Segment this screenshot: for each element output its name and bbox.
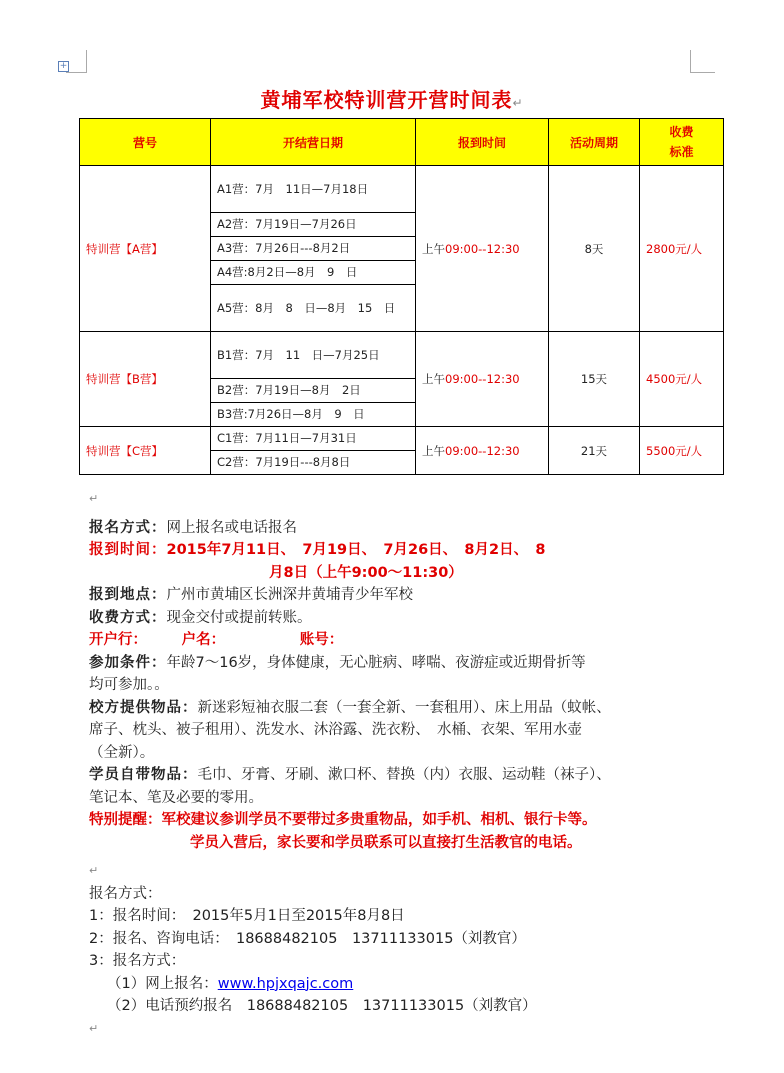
self-items-line2 <box>89 787 699 810</box>
signup-online-line <box>89 973 709 996</box>
fee-c: 5500元/人 <box>640 427 724 475</box>
period-c: 21天 <box>549 427 640 475</box>
checkin-line <box>89 539 699 562</box>
fee-line <box>89 607 699 630</box>
school-items-line2 <box>89 719 699 742</box>
signup-phone-booking-line: （2）电话预约报名 18688482105 13711133015（刘教官） <box>107 998 537 1014</box>
reminder-line2-wrap <box>89 832 699 855</box>
period-a: 8天 <box>549 166 640 332</box>
location-value: 广州市黄埔区长洲深井黄埔青少年军校 <box>166 587 413 603</box>
header-checkin: 报到时间 <box>416 119 549 166</box>
paragraph-mark-icon: ↵ <box>89 1021 99 1035</box>
page-title <box>0 84 784 113</box>
self-items-line <box>89 764 699 787</box>
fee-value: 现金交付或提前转账。 <box>166 609 312 626</box>
info-block <box>89 488 699 854</box>
page-title-text: 黄埔军校特训营开营时间表 <box>260 88 513 112</box>
checkin-c-time: 09:00--12:30 <box>445 443 520 458</box>
date-a2: A2营：7月19日—7月26日 <box>211 213 416 237</box>
checkin-line2 <box>89 562 699 585</box>
reminder-line1: 特别提醒：军校建议参训学员不要带过多贵重物品，如手机、相机、银行卡等。 <box>89 812 597 828</box>
condition-value-line2: 均可参加。。 <box>89 677 169 693</box>
camp-b-name: 特训营【B营】 <box>80 332 211 427</box>
self-items-value-line1: 毛巾、牙膏、牙刷、漱口杯、替换（内）衣服、运动鞋（袜子）、 <box>197 767 611 783</box>
school-items-value-line3: （全新）。 <box>89 744 155 761</box>
condition-line <box>89 652 699 675</box>
signup-heading: 报名方式： <box>89 885 162 902</box>
school-items-line3 <box>89 742 699 765</box>
table-row <box>80 427 724 451</box>
fee-a: 2800元/人 <box>640 166 724 332</box>
paragraph-mark-icon: ↵ <box>512 96 524 110</box>
account-no-label: 账号： <box>299 632 344 648</box>
period-b: 15天 <box>549 332 640 427</box>
header-fee-line2: 标准 <box>669 145 694 159</box>
condition-label: 参加条件： <box>89 654 167 671</box>
camp-a-name: 特训营【A营】 <box>80 166 211 332</box>
signup-method-line: 3：报名方式： <box>89 953 186 969</box>
checkin-b-time: 09:00--12:30 <box>445 372 520 386</box>
bank-label: 开户行： <box>89 632 147 648</box>
table-row <box>80 166 724 213</box>
camp-c-name: 特训营【C营】 <box>80 427 211 475</box>
date-c2: C2营：7月19日---8月8日 <box>211 451 416 475</box>
checkin-label: 报到时间： <box>89 542 167 558</box>
schedule-table <box>79 118 724 475</box>
checkin-c-prefix: 上午 <box>422 443 445 458</box>
header-fee-line1: 收费 <box>669 125 694 139</box>
checkin-a <box>416 166 549 332</box>
bank-line <box>89 629 699 652</box>
table-header-row <box>80 119 724 166</box>
date-a4: A4营:8月2日—8月 9 日 <box>211 261 416 285</box>
checkin-value-line2: 月8日（上午9:00～11:30） <box>269 564 463 581</box>
paragraph-mark-icon: ↵ <box>89 864 99 877</box>
signup-online-link[interactable]: www.hpjxqajc.com <box>217 975 354 992</box>
reminder-line2: 学员入营后，家长要和学员联系可以直接打生活教官的电话。 <box>190 834 582 851</box>
table-row <box>80 332 724 379</box>
page-corner-top-left <box>66 50 87 73</box>
signup-label: 报名方式： <box>89 519 167 536</box>
checkin-b-prefix: 上午 <box>422 372 445 386</box>
header-camp: 营号 <box>80 119 211 166</box>
fee-b: 4500元/人 <box>640 332 724 427</box>
header-fee <box>640 119 724 166</box>
table-move-handle-icon[interactable]: + <box>59 61 68 71</box>
date-b2: B2营：7月19日—8月 2日 <box>211 379 416 403</box>
date-a1: A1营：7月 11日—7月18日 <box>211 166 416 213</box>
signup-phone-line: 2：报名、咨询电话： 18688482105 13711133015（刘教官） <box>89 930 526 947</box>
date-b1: B1营：7月 11 日—7月25日 <box>211 332 416 379</box>
school-items-label: 校方提供物品： <box>89 699 198 716</box>
location-label: 报到地点： <box>89 587 167 603</box>
fee-label: 收费方式： <box>89 609 167 626</box>
signup-time-line: 1：报名时间： 2015年5月1日至2015年8月8日 <box>89 908 405 924</box>
checkin-a-prefix: 上午 <box>422 241 445 256</box>
school-items-value-line2: 席子、枕头、被子租用）、洗发水、沐浴露、洗衣粉、 水桶、衣架、军用水壶 <box>89 722 582 738</box>
header-dates: 开结营日期 <box>211 119 416 166</box>
date-a3: A3营：7月26日---8月2日 <box>211 237 416 261</box>
location-line <box>89 584 699 607</box>
checkin-a-time: 09:00--12:30 <box>445 241 520 256</box>
header-period: 活动周期 <box>549 119 640 166</box>
signup-value: 网上报名或电话报名 <box>166 519 297 536</box>
signup-section <box>89 860 709 1040</box>
self-items-value-line2: 笔记本、笔及必要的零用。 <box>89 789 263 806</box>
date-a5: A5营：8月 8 日—8月 15 日 <box>211 285 416 332</box>
school-items-line <box>89 697 699 720</box>
signup-online-prefix: （1）网上报名： <box>107 975 218 992</box>
date-c1: C1营：7月11日—7月31日 <box>211 427 416 451</box>
condition-value-line1: 年龄7～16岁，身体健康，无心脏病、哮喘、夜游症或近期骨折等 <box>166 654 586 671</box>
condition-line2 <box>89 674 699 697</box>
account-name-label: 户名： <box>181 632 226 648</box>
self-items-label: 学员自带物品： <box>89 767 198 783</box>
checkin-value-line1: 2015年7月11日、 7月19日、 7月26日、 8月2日、 8 <box>166 542 546 558</box>
paragraph-mark-icon: ↵ <box>89 492 99 505</box>
reminder-line <box>89 809 699 832</box>
signup-line <box>89 517 699 540</box>
page-corner-top-right <box>690 50 715 73</box>
school-items-value-line1: 新迷彩短袖衣服二套（一套全新、一套租用）、床上用品（蚊帐、 <box>197 699 611 716</box>
date-b3: B3营:7月26日—8月 9 日 <box>211 403 416 427</box>
checkin-c <box>416 427 549 475</box>
checkin-b <box>416 332 549 427</box>
